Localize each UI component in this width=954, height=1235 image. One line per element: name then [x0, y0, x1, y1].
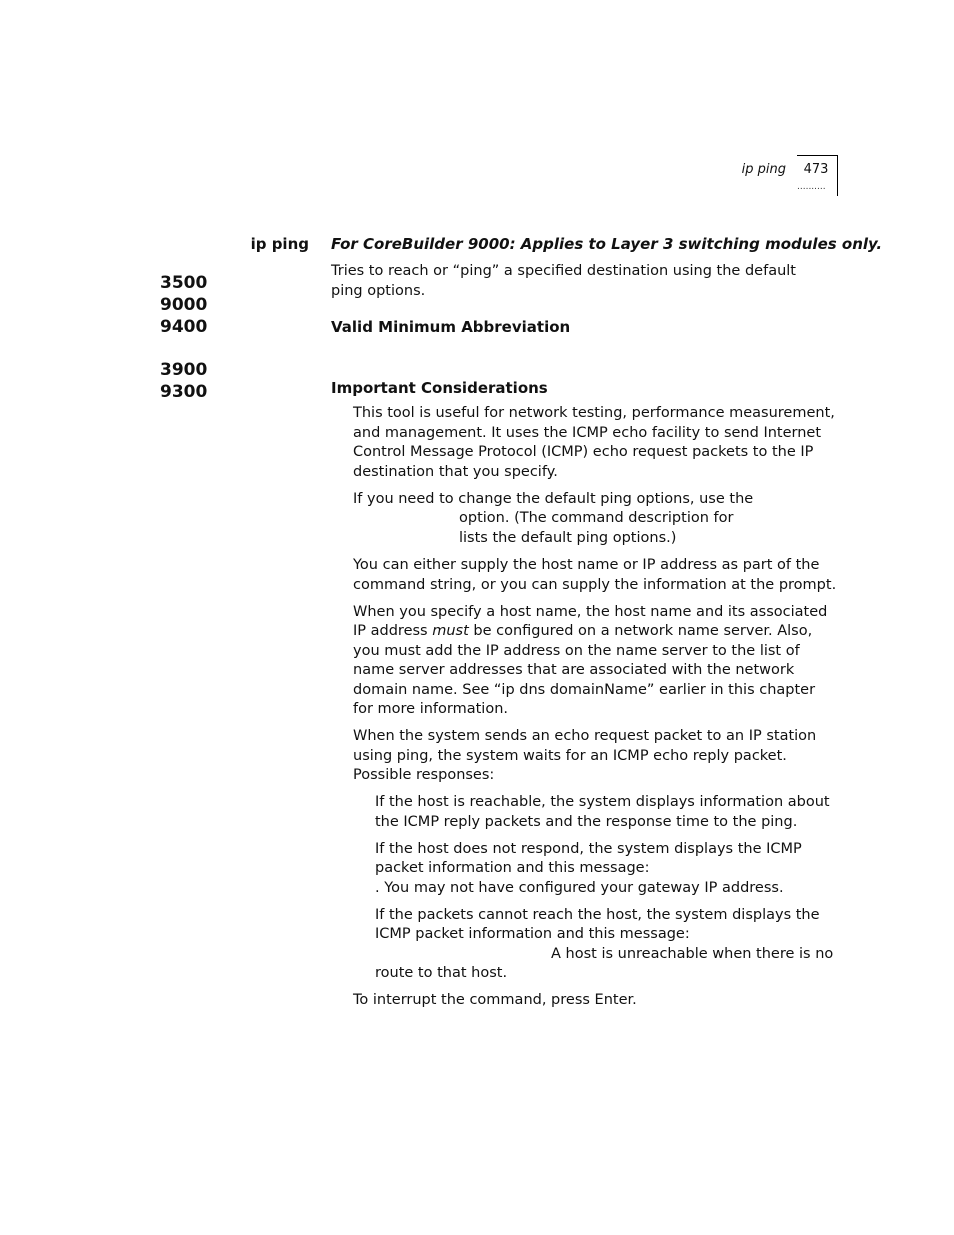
considerations-body: [353, 404, 839, 1018]
command-name: ip ping: [250, 235, 309, 253]
text-span: If the host does not respond, the system displays the ICMP packet information and this message:: [375, 840, 802, 876]
platform-item: 9300: [160, 382, 208, 402]
text-span: When you specify a host name, the host name and its associated IP address: [353, 603, 828, 639]
platform-item: 3900: [160, 360, 208, 380]
paragraph-options: [353, 490, 839, 549]
platform-item: 3500: [160, 273, 208, 293]
paragraph: You can either supply the host name or IP address as part of the command string, or you can supply the information at the prompt.: [353, 557, 837, 593]
intro-text: Tries to reach or “ping” a specified destination using the default ping options.: [331, 263, 796, 299]
platform-item: 9000: [160, 295, 208, 315]
heading-important-considerations: Important Considerations: [331, 379, 548, 397]
applies-to-note: For CoreBuilder 9000: Applies to Layer 3 switching modules only.: [331, 235, 883, 253]
header-dots: ..........: [797, 182, 826, 192]
text-span: . You may not have configured your gateway IP address.: [375, 879, 784, 896]
paragraph: This tool is useful for network testing, performance measurement, and management. It uses the ICMP echo facility to send Internet Control Message Protocol (ICMP) echo request packets to the IP destination that you specify.: [353, 405, 835, 480]
page-number: 473: [803, 162, 829, 177]
paragraph: When the system sends an echo request packet to an IP station using ping, the system waits for an ICMP echo reply packet. Possible responses:: [353, 728, 817, 783]
platform-list: [160, 272, 207, 403]
response-item: If the host is reachable, the system displays information about the ICMP reply packets and the response time to the ping.: [375, 794, 830, 830]
paragraph-line: lists the default ping options.): [459, 529, 677, 546]
heading-valid-abbreviation: Valid Minimum Abbreviation: [331, 318, 571, 336]
response-item: [353, 840, 839, 899]
paragraph-line: If you need to change the default ping options, use the: [353, 490, 754, 507]
text-span: If the packets cannot reach the host, the system displays the ICMP packet information and this message:: [375, 906, 820, 942]
running-title: ip ping: [741, 162, 786, 177]
response-item: [353, 906, 839, 984]
paragraph-line: option. (The command description for: [459, 510, 734, 526]
emphasis: must: [432, 623, 469, 639]
platform-item: 9400: [160, 317, 208, 337]
text-span: A host is unreachable when there is no route to that host.: [375, 945, 834, 981]
paragraph: [353, 603, 839, 720]
text-span: be configured on a network name server. Also, you must add the IP address on the name server to the list of name server addresses that are associated with the network domain name. See “ip dns domainName” earlier in this chapter for more information.: [353, 623, 816, 717]
paragraph: To interrupt the command, press Enter.: [353, 992, 637, 1008]
